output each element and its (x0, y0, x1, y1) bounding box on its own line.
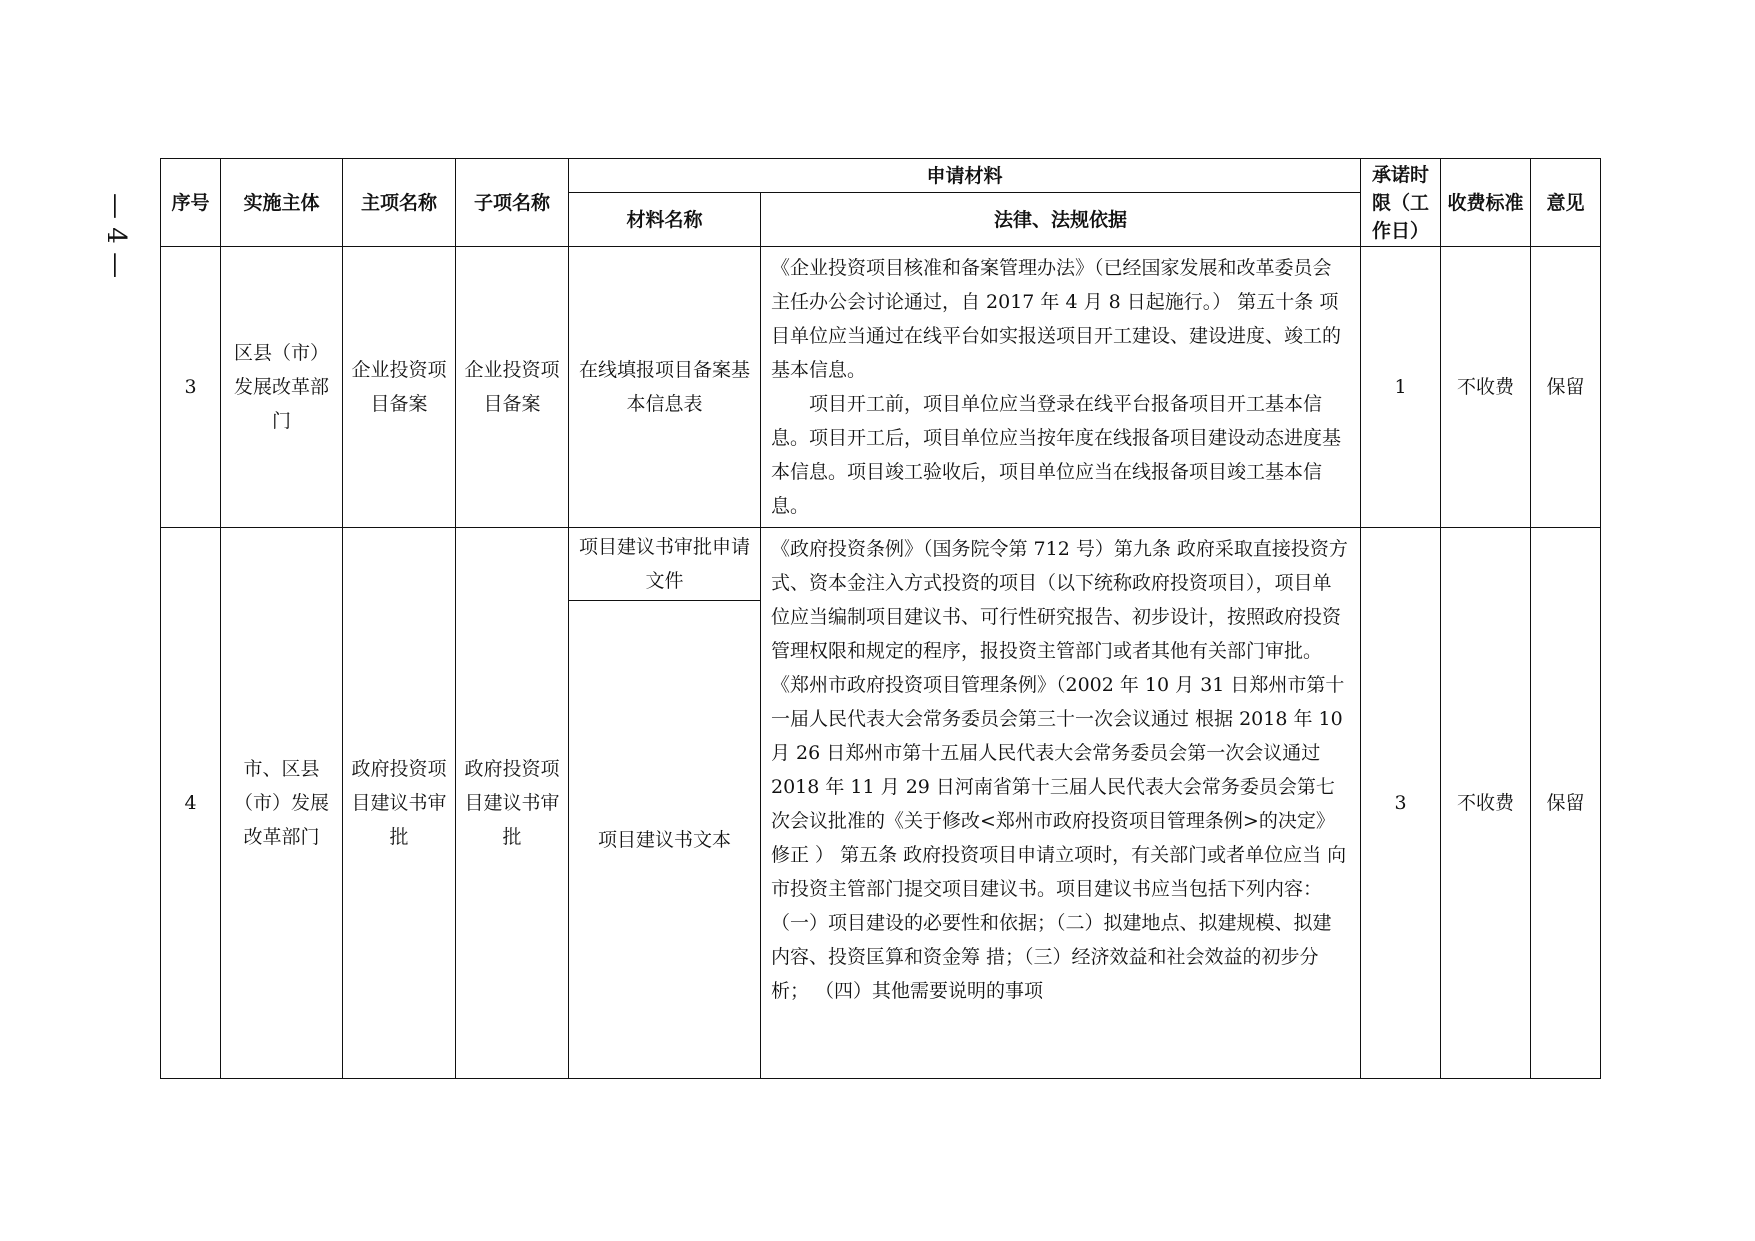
cell-seq: 3 (161, 247, 221, 528)
cell-deadline: 1 (1361, 247, 1441, 528)
header-main-item: 主项名称 (343, 159, 456, 247)
cell-fee: 不收费 (1441, 528, 1531, 1079)
table-row (161, 247, 1601, 528)
cell-opinion: 保留 (1531, 528, 1601, 1079)
cell-main-item: 政府投资项目建议书审批 (343, 528, 456, 1079)
header-opinion: 意见 (1531, 159, 1601, 247)
legal-basis-paragraph: 《政府投资条例》（国务院令第 712 号）第九条 政府采取直接投资方式、资本金注入方式投资的项目（以下统称政府投资项目），项目单位应当编制项目建议书、可行性研究报告、初步设计，按照政府投资管理权限和规定的程序，报投资主管部门或者其他有关部门审批。 (771, 538, 1348, 662)
header-deadline: 承诺时限（工作日） (1361, 159, 1441, 247)
cell-legal-basis (761, 528, 1361, 1079)
cell-main-item: 企业投资项目备案 (343, 247, 456, 528)
legal-basis-paragraph: 《企业投资项目核准和备案管理办法》（已经国家发展和改革委员会主任办公会讨论通过，自 2017 年 4 月 8 日起施行。） 第五十条 项目单位应当通过在线平台如实报送项目开工建设、建设进度、竣工的基本信息。 (771, 257, 1342, 381)
legal-basis-paragraph: 项目开工前，项目单位应当登录在线平台报备项目开工基本信息。项目开工后，项目单位应当按年度在线报备项目建设动态进度基本信息。项目竣工验收后，项目单位应当在线报备项目竣工基本信息。 (771, 393, 1342, 517)
header-materials-group: 申请材料 (569, 159, 1361, 193)
header-implementer: 实施主体 (221, 159, 343, 247)
cell-implementer: 区县（市）发展改革部门 (221, 247, 343, 528)
cell-seq: 4 (161, 528, 221, 1079)
header-legal-basis: 法律、法规依据 (761, 193, 1361, 247)
header-sub-item: 子项名称 (456, 159, 569, 247)
legal-basis-paragraph: 《郑州市政府投资项目管理条例》（2002 年 10 月 31 日郑州市第十一届人民代表大会常务委员会第三十一次会议通过 根据 2018 年 10 月 26 日郑州市第十五届人民代表大会常务委员会第一次会议通过 2018 年 11 月 29 日河南省第十三届人民代表大会常务委员会第七次会议批准的《关于修改<郑州市政府投资项目管理条例>的决定》修正 ） 第五条 政府投资项目申请立项时，有关部门或者单位应当 向市投资主管部门提交项目建议书。项目建议书应当包括下列内容： （一）项目建设的必要性和依据；（二）拟建地点、拟建规模、拟建内容、投资匡算和资金筹 措；（三）经济效益和社会效益的初步分析； （四）其他需要说明的事项 (771, 674, 1347, 1002)
header-fee: 收费标准 (1441, 159, 1531, 247)
cell-sub-item: 政府投资项目建议书审批 (456, 528, 569, 1079)
cell-legal-basis (761, 247, 1361, 528)
cell-deadline: 3 (1361, 528, 1441, 1079)
cell-material-name: 项目建议书文本 (569, 601, 761, 1079)
cell-sub-item: 企业投资项目备案 (456, 247, 569, 528)
cell-material-name: 在线填报项目备案基本信息表 (569, 247, 761, 528)
cell-fee: 不收费 (1441, 247, 1531, 528)
cell-implementer: 市、区县（市）发展改革部门 (221, 528, 343, 1079)
header-seq: 序号 (161, 159, 221, 247)
page-number: — 4 — (101, 193, 131, 279)
approval-items-table (160, 158, 1601, 1079)
header-row (161, 159, 1601, 193)
header-material-name: 材料名称 (569, 193, 761, 247)
table-row (161, 528, 1601, 601)
cell-material-name: 项目建议书审批申请文件 (569, 528, 761, 601)
cell-opinion: 保留 (1531, 247, 1601, 528)
